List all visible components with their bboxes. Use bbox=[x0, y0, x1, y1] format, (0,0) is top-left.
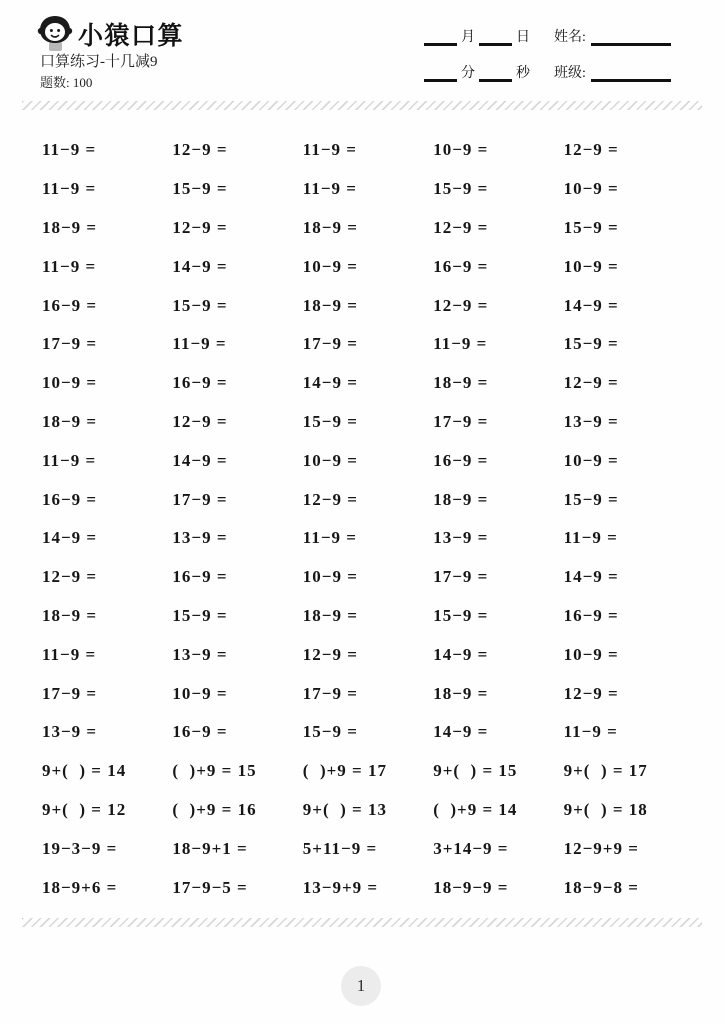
problem-text: 15−9 = bbox=[172, 179, 228, 199]
problem bbox=[42, 567, 172, 587]
problem-text: 11−9 = bbox=[563, 722, 618, 742]
problem-text: 18−9 = bbox=[302, 605, 358, 625]
problem bbox=[303, 412, 433, 432]
problem bbox=[564, 490, 694, 510]
problem-text: 15−9 = bbox=[302, 411, 358, 431]
problem bbox=[42, 722, 172, 742]
problem-text: 12−9 = bbox=[42, 567, 98, 587]
problem bbox=[172, 140, 302, 160]
problem-text: 12−9 = bbox=[433, 217, 489, 237]
problem bbox=[433, 761, 563, 781]
problem bbox=[564, 839, 694, 859]
problem bbox=[172, 567, 302, 587]
problem-text: 10−9 = bbox=[42, 373, 98, 393]
problem bbox=[172, 839, 302, 859]
problem bbox=[172, 606, 302, 626]
problem-text: 11−9 = bbox=[302, 140, 357, 160]
problem-text: 14−9 = bbox=[42, 528, 98, 548]
app-title: 小猿口算 bbox=[78, 22, 185, 50]
month-label: 月 bbox=[461, 30, 475, 45]
problem bbox=[172, 684, 302, 704]
problem bbox=[172, 257, 302, 277]
problem bbox=[303, 257, 433, 277]
problem-text: 13−9+9 = bbox=[302, 877, 379, 897]
problem-text: 19−3−9 = bbox=[42, 838, 118, 858]
problem bbox=[433, 218, 563, 238]
day-blank bbox=[479, 32, 512, 46]
problem bbox=[564, 412, 694, 432]
problem bbox=[172, 645, 302, 665]
monkey-logo-icon bbox=[37, 14, 73, 54]
problem-text: 12−9 = bbox=[563, 683, 619, 703]
problem bbox=[42, 684, 172, 704]
problem bbox=[303, 296, 433, 316]
problem-text: 11−9 = bbox=[42, 140, 97, 160]
problem-text: 12−9 = bbox=[302, 489, 358, 509]
problem-text: 15−9 = bbox=[563, 489, 619, 509]
problem-text: 17−9 = bbox=[433, 411, 489, 431]
problem bbox=[433, 528, 563, 548]
problem bbox=[433, 140, 563, 160]
problem-text: 18−9 = bbox=[42, 217, 98, 237]
top-hatch-divider bbox=[22, 101, 702, 110]
second-blank bbox=[479, 68, 512, 82]
problem-text: 17−9 = bbox=[172, 489, 228, 509]
problem-text: 17−9 = bbox=[302, 334, 358, 354]
problem-text: 12−9 = bbox=[563, 140, 619, 160]
problem-text: 14−9 = bbox=[172, 450, 228, 470]
problem bbox=[42, 257, 172, 277]
problem bbox=[42, 839, 172, 859]
problem bbox=[564, 645, 694, 665]
problem-text: 9+( ) = 14 bbox=[42, 761, 127, 781]
problem bbox=[433, 606, 563, 626]
problem-text: 11−9 = bbox=[302, 528, 357, 548]
problem-text: 15−9 = bbox=[433, 605, 489, 625]
problem-text: 10−9 = bbox=[563, 256, 619, 276]
problem bbox=[172, 878, 302, 898]
problem bbox=[433, 373, 563, 393]
problem bbox=[564, 878, 694, 898]
problem-text: 10−9 = bbox=[302, 567, 358, 587]
app-logo bbox=[37, 14, 184, 54]
problem-text: 16−9 = bbox=[433, 450, 489, 470]
problem-text: 9+( ) = 15 bbox=[433, 761, 518, 781]
problem bbox=[564, 179, 694, 199]
problem-text: 16−9 = bbox=[172, 567, 228, 587]
name-label: 姓名: bbox=[554, 30, 586, 45]
page-number-badge bbox=[341, 966, 381, 1006]
problem-text: 14−9 = bbox=[433, 644, 489, 664]
problem bbox=[172, 451, 302, 471]
problem-text: 14−9 = bbox=[172, 256, 228, 276]
problem bbox=[564, 684, 694, 704]
problem-text: ( )+9 = 14 bbox=[433, 799, 518, 819]
worksheet-title: 口算练习-十几减9 bbox=[40, 54, 158, 70]
problem bbox=[42, 800, 172, 820]
problem-text: 17−9 = bbox=[433, 567, 489, 587]
problem bbox=[42, 878, 172, 898]
problem-text: 11−9 = bbox=[302, 179, 357, 199]
meta-row-date bbox=[420, 27, 671, 46]
problem-text: ( )+9 = 15 bbox=[172, 761, 257, 781]
problem-text: 11−9 = bbox=[42, 450, 97, 470]
problem bbox=[172, 722, 302, 742]
problem bbox=[303, 800, 433, 820]
problem bbox=[303, 179, 433, 199]
problem bbox=[303, 218, 433, 238]
problem-text: 10−9 = bbox=[302, 256, 358, 276]
problem bbox=[433, 645, 563, 665]
problem bbox=[564, 451, 694, 471]
name-blank bbox=[591, 32, 671, 46]
problem-text: 10−9 = bbox=[433, 140, 489, 160]
problem-text: 18−9 = bbox=[433, 683, 489, 703]
problem bbox=[303, 528, 433, 548]
problem bbox=[303, 373, 433, 393]
problem bbox=[564, 528, 694, 548]
problem bbox=[433, 296, 563, 316]
page-number: 1 bbox=[356, 976, 366, 995]
problem-text: 15−9 = bbox=[563, 334, 619, 354]
problem-text: 12−9 = bbox=[172, 411, 228, 431]
problem-text: 14−9 = bbox=[433, 722, 489, 742]
problem-text: 15−9 = bbox=[302, 722, 358, 742]
problem-text: 17−9 = bbox=[302, 683, 358, 703]
problem-text: 11−9 = bbox=[42, 179, 97, 199]
problem bbox=[433, 451, 563, 471]
problem bbox=[564, 140, 694, 160]
problem bbox=[42, 218, 172, 238]
problem-text: 12−9+9 = bbox=[563, 838, 639, 858]
problem bbox=[564, 257, 694, 277]
problem bbox=[42, 645, 172, 665]
problem-text: 11−9 = bbox=[433, 334, 488, 354]
problem-text: 12−9 = bbox=[433, 295, 489, 315]
class-blank bbox=[591, 68, 671, 82]
problem-text: ( )+9 = 16 bbox=[172, 799, 257, 819]
meta-row-time bbox=[420, 63, 671, 82]
problem-text: 10−9 = bbox=[563, 450, 619, 470]
problem bbox=[303, 606, 433, 626]
problem-text: ( )+9 = 17 bbox=[302, 761, 387, 781]
problem bbox=[564, 761, 694, 781]
problem-text: 18−9+1 = bbox=[172, 838, 248, 858]
problem-text: 13−9 = bbox=[433, 528, 489, 548]
problem-text: 18−9 = bbox=[433, 489, 489, 509]
meta-fields bbox=[420, 27, 671, 99]
problems-grid bbox=[42, 131, 694, 907]
problem bbox=[433, 490, 563, 510]
problem-text: 11−9 = bbox=[42, 256, 97, 276]
problem bbox=[172, 334, 302, 354]
problem bbox=[303, 878, 433, 898]
problem bbox=[433, 722, 563, 742]
problem bbox=[303, 722, 433, 742]
problem-text: 17−9 = bbox=[42, 683, 98, 703]
problem bbox=[42, 451, 172, 471]
problem bbox=[564, 722, 694, 742]
problem bbox=[564, 567, 694, 587]
problem-text: 16−9 = bbox=[42, 295, 98, 315]
problem bbox=[42, 412, 172, 432]
problem bbox=[303, 334, 433, 354]
problem bbox=[303, 839, 433, 859]
problem-text: 18−9−8 = bbox=[563, 877, 639, 897]
problem bbox=[433, 684, 563, 704]
problem-text: 12−9 = bbox=[563, 373, 619, 393]
problem-text: 17−9−5 = bbox=[172, 877, 248, 897]
day-label: 日 bbox=[516, 30, 530, 45]
problem-text: 9+( ) = 12 bbox=[42, 799, 127, 819]
second-label: 秒 bbox=[516, 66, 530, 81]
problem-text: 10−9 = bbox=[563, 179, 619, 199]
problem-text: 18−9−9 = bbox=[433, 877, 509, 897]
problem-text: 15−9 = bbox=[172, 295, 228, 315]
problem bbox=[433, 257, 563, 277]
problem-text: 15−9 = bbox=[563, 217, 619, 237]
problem-count: 题数: 100 bbox=[40, 75, 93, 90]
problem bbox=[42, 296, 172, 316]
problem bbox=[433, 567, 563, 587]
problem bbox=[303, 761, 433, 781]
problem-text: 16−9 = bbox=[42, 489, 98, 509]
problem-text: 16−9 = bbox=[563, 605, 619, 625]
problem bbox=[303, 140, 433, 160]
problem-text: 14−9 = bbox=[563, 295, 619, 315]
problem bbox=[172, 490, 302, 510]
problem bbox=[433, 412, 563, 432]
problem bbox=[303, 684, 433, 704]
problem bbox=[564, 800, 694, 820]
problem bbox=[303, 451, 433, 471]
problem-text: 11−9 = bbox=[563, 528, 618, 548]
problem-text: 13−9 = bbox=[172, 528, 228, 548]
problem-text: 10−9 = bbox=[302, 450, 358, 470]
problem-text: 13−9 = bbox=[563, 411, 619, 431]
problem-text: 18−9 = bbox=[433, 373, 489, 393]
bottom-hatch-divider bbox=[22, 918, 702, 927]
problem bbox=[433, 800, 563, 820]
problem bbox=[42, 334, 172, 354]
problem bbox=[303, 567, 433, 587]
problem-text: 16−9 = bbox=[433, 256, 489, 276]
class-label: 班级: bbox=[554, 66, 586, 81]
problem bbox=[564, 373, 694, 393]
problem bbox=[172, 800, 302, 820]
problem-text: 12−9 = bbox=[172, 140, 228, 160]
problem-text: 11−9 = bbox=[42, 644, 97, 664]
problem bbox=[564, 296, 694, 316]
problem-text: 3+14−9 = bbox=[433, 838, 509, 858]
problem-text: 12−9 = bbox=[172, 217, 228, 237]
problem bbox=[433, 839, 563, 859]
problem-text: 13−9 = bbox=[172, 644, 228, 664]
minute-label: 分 bbox=[461, 66, 475, 81]
problem bbox=[42, 528, 172, 548]
problem bbox=[172, 179, 302, 199]
problem bbox=[172, 412, 302, 432]
problem-text: 16−9 = bbox=[172, 722, 228, 742]
problem-text: 18−9 = bbox=[42, 411, 98, 431]
problem-text: 5+11−9 = bbox=[302, 838, 378, 858]
problem bbox=[172, 218, 302, 238]
problem bbox=[564, 218, 694, 238]
problem-text: 15−9 = bbox=[433, 179, 489, 199]
problem bbox=[172, 528, 302, 548]
problem bbox=[42, 179, 172, 199]
problem-text: 18−9+6 = bbox=[42, 877, 118, 897]
problem bbox=[433, 878, 563, 898]
problem-text: 14−9 = bbox=[563, 567, 619, 587]
problem-text: 9+( ) = 18 bbox=[563, 799, 648, 819]
problem bbox=[172, 761, 302, 781]
problem-text: 14−9 = bbox=[302, 373, 358, 393]
minute-blank bbox=[424, 68, 457, 82]
problem-text: 18−9 = bbox=[42, 605, 98, 625]
problem-text: 18−9 = bbox=[302, 217, 358, 237]
problem bbox=[42, 373, 172, 393]
problem bbox=[303, 490, 433, 510]
problem-text: 18−9 = bbox=[302, 295, 358, 315]
problem bbox=[564, 334, 694, 354]
problem-text: 11−9 = bbox=[172, 334, 227, 354]
problem-text: 16−9 = bbox=[172, 373, 228, 393]
problem-text: 9+( ) = 13 bbox=[302, 799, 387, 819]
problem bbox=[433, 334, 563, 354]
problem-text: 15−9 = bbox=[172, 605, 228, 625]
problem bbox=[433, 179, 563, 199]
problem bbox=[172, 373, 302, 393]
problem bbox=[303, 645, 433, 665]
problem bbox=[42, 140, 172, 160]
problem bbox=[42, 490, 172, 510]
problem bbox=[42, 761, 172, 781]
month-blank bbox=[424, 32, 457, 46]
problem bbox=[172, 296, 302, 316]
problem-text: 10−9 = bbox=[563, 644, 619, 664]
problem bbox=[564, 606, 694, 626]
problem-text: 17−9 = bbox=[42, 334, 98, 354]
problem-text: 10−9 = bbox=[172, 683, 228, 703]
problem-text: 12−9 = bbox=[302, 644, 358, 664]
problem-text: 9+( ) = 17 bbox=[563, 761, 648, 781]
problem bbox=[42, 606, 172, 626]
problem-text: 13−9 = bbox=[42, 722, 98, 742]
